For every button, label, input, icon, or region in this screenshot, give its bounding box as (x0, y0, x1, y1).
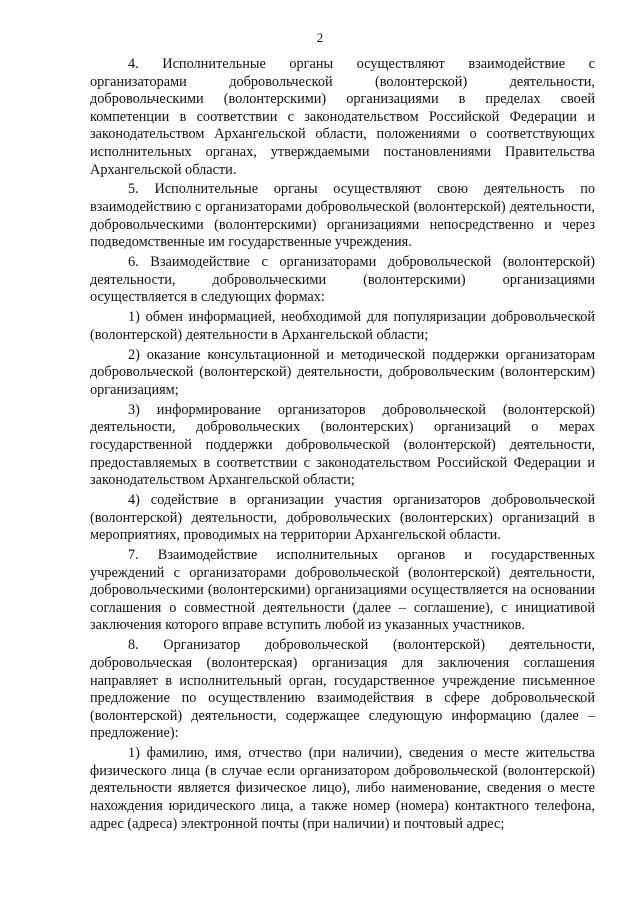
paragraph-item-5: 5. Исполнительные органы осуществляют свою деятельность по взаимодействию с организаторами добровольческой (волонтерской) деятельности, добровольческими (волонтерскими) организациями непосредственно и через подведомственные им государственные учреждения. (90, 181, 595, 251)
paragraph-item-8-1: 1) фамилию, имя, отчество (при наличии), сведения о месте жительства физического лица (в случае если организатором добровольческой (волонтерской) деятельности является физическое лицо), либо наименование, сведения о месте нахождения юридического лица, а также номер (номера) контактного телефона, адрес (адреса) электронной почты (при наличии) и почтовый адрес; (90, 745, 595, 832)
paragraph-item-6-3: 3) информирование организаторов добровольческой (волонтерской) деятельности, добровольческих (волонтерских) организаций о мерах государственной поддержки добровольческой (волонтерской) деятельности, предоставляемых в соответствии с законодательством Российской Федерации и законодательством Архангельской области; (90, 401, 595, 489)
paragraph-item-6: 6. Взаимодействие с организаторами добровольческой (волонтерской) деятельности, добровольческими (волонтерскими) организациями осуществляется в следующих формах: (90, 254, 595, 306)
paragraph-item-6-4: 4) содействие в организации участия организаторов добровольческой (волонтерской) деятельности, добровольческих (волонтерских) организаций в мероприятиях, проводимых на территории Архангельской области. (90, 492, 595, 544)
paragraph-item-6-1: 1) обмен информацией, необходимой для популяризации добровольческой (волонтерской) деятельности в Архангельской области; (90, 309, 595, 343)
page-number: 2 (316, 30, 324, 45)
paragraph-item-7: 7. Взаимодействие исполнительных органов и государственных учреждений с организаторами добровольческой (волонтерской) деятельности, добровольческими (волонтерскими) организациями осуществляется на основании соглашения о совместной деятельности (далее – соглашение), с инициативой заключения которого вправе вступить любой из указанных участников. (90, 547, 595, 634)
paragraph-item-6-2: 2) оказание консультационной и методической поддержки организаторам добровольческой (волонтерской) деятельности, добровольческим (волонтерским) организациям; (90, 346, 595, 398)
document-body (90, 56, 595, 836)
paragraph-item-8: 8. Организатор добровольческой (волонтерской) деятельности, добровольческая (волонтерская) организация для заключения соглашения направляет в исполнительный орган, государственное учреждение письменное предложение по осуществлению взаимодействия в сфере добровольческой (волонтерской) деятельности, содержащее следующую информацию (далее – предложение): (90, 637, 595, 742)
paragraph-item-4: 4. Исполнительные органы осуществляют взаимодействие с организаторами добровольческой (волонтерской) деятельности, добровольческими (волонтерскими) организациями в пределах своей компетенции в соответствии с законодательством Российской Федерации и законодательством Архангельской области, положениями о соответствующих исполнительных органах, утверждаемыми постановлениями Правительства Архангельской области. (90, 56, 595, 178)
